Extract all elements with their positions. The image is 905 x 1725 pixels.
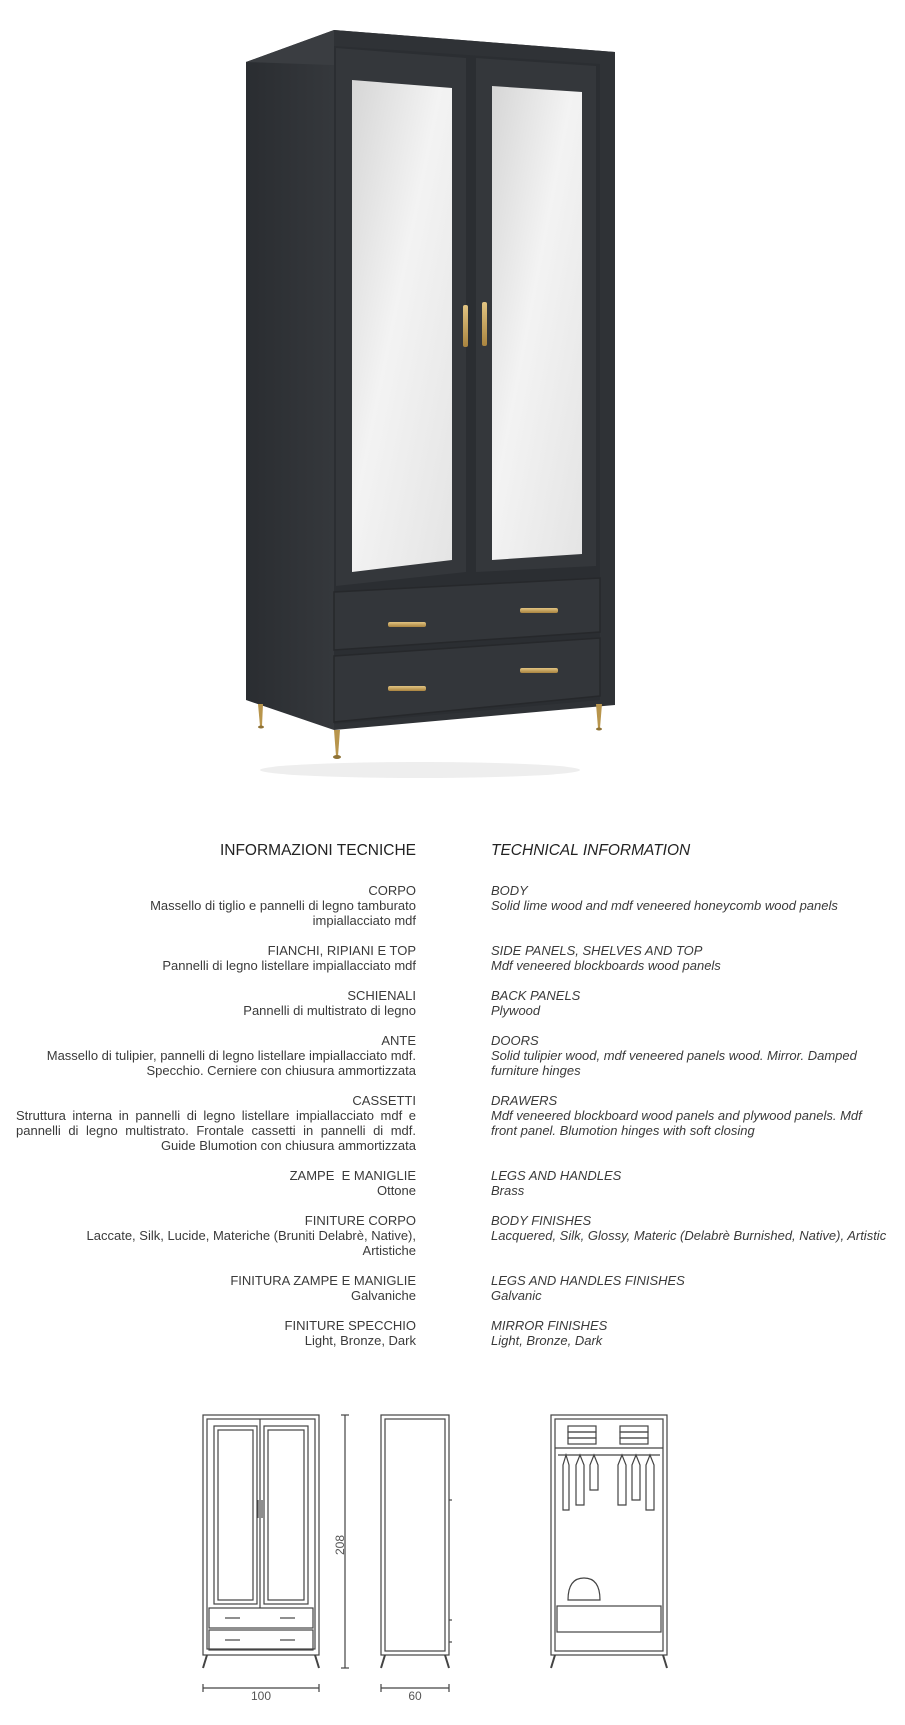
spec-en-mirror-finishes: MIRROR FINISHES Light, Bronze, Dark xyxy=(491,1318,608,1348)
spec-en-body-finishes: BODY FINISHES Lacquered, Silk, Glossy, Materic (Delabrè Burnished, Native), Artistic xyxy=(491,1213,887,1243)
depth-dimension-label: 60 xyxy=(408,1689,422,1700)
leg-front-right xyxy=(596,704,602,728)
spec-it-corpo: CORPO Massello di tiglio e pannelli di legno tamburato impiallacciato mdf xyxy=(150,883,416,928)
upper-drawer-handle-right xyxy=(520,608,558,613)
spec-en-back-panels: BACK PANELS Plywood xyxy=(491,988,581,1018)
left-door-handle xyxy=(463,305,468,347)
heading-english: TECHNICAL INFORMATION xyxy=(491,842,691,859)
spec-it-cassetti: CASSETTI Struttura interna in pannelli di legno listellare impiallacciato mdf e pannelli di legno multistrato. Frontale cassetti in pannelli di mdf. Guide Blumotion con chiusura ammortizzata xyxy=(16,1093,416,1153)
spec-en-body: BODY Solid lime wood and mdf veneered honeycomb wood panels xyxy=(491,883,838,913)
right-door-handle xyxy=(482,302,487,346)
spec-it-ante: ANTE Massello di tulipier, pannelli di legno listellare impiallacciato mdf. Specchio. Cerniere con chiusura ammortizzata xyxy=(46,1033,416,1078)
leg-back-left xyxy=(258,704,263,726)
spec-it-fianchi: FIANCHI, RIPIANI E TOP Pannelli di legno listellare impiallacciato mdf xyxy=(162,943,416,973)
spec-en-legs-finishes: LEGS AND HANDLES FINISHES Galvanic xyxy=(491,1273,685,1303)
width-dimension-label: 100 xyxy=(250,1689,272,1700)
upper-drawer-handle-left xyxy=(388,622,426,627)
side-view-drawing xyxy=(381,1415,452,1668)
spec-en-side-panels: SIDE PANELS, SHELVES AND TOP Mdf veneered blockboards wood panels xyxy=(491,943,721,973)
front-view-drawing xyxy=(203,1415,319,1668)
height-dimension-label: 208 xyxy=(333,1534,347,1556)
left-mirror xyxy=(352,80,452,572)
heading-italian: INFORMAZIONI TECNICHE xyxy=(219,842,416,859)
technical-drawings xyxy=(0,1400,905,1700)
lower-drawer-handle-left xyxy=(388,686,426,691)
spec-en-legs-handles: LEGS AND HANDLES Brass xyxy=(491,1168,622,1198)
spec-it-schienali: SCHIENALI Pannelli di multistrato di legno xyxy=(243,988,416,1018)
wardrobe-product-image xyxy=(0,0,905,800)
spec-it-finiture-specchio: FINITURE SPECCHIO Light, Bronze, Dark xyxy=(284,1318,416,1348)
spec-en-doors: DOORS Solid tulipier wood, mdf veneered panels wood. Mirror. Damped furniture hinges xyxy=(491,1033,857,1078)
spec-it-finiture-corpo: FINITURE CORPO Laccate, Silk, Lucide, Materiche (Bruniti Delabrè, Native), Artistiche xyxy=(86,1213,416,1258)
right-mirror xyxy=(492,86,582,560)
spec-it-zampe-maniglie: ZAMPE E MANIGLIE Ottone xyxy=(289,1168,416,1198)
spec-it-finitura-zampe: FINITURA ZAMPE E MANIGLIE Galvaniche xyxy=(230,1273,416,1303)
interior-view-drawing xyxy=(551,1415,667,1668)
spec-en-drawers: DRAWERS Mdf veneered blockboard wood panels and plywood panels. Mdf front panel. Blumotion hinges with soft closing xyxy=(491,1093,862,1138)
leg-front-left xyxy=(334,730,340,756)
lower-drawer-handle-right xyxy=(520,668,558,673)
